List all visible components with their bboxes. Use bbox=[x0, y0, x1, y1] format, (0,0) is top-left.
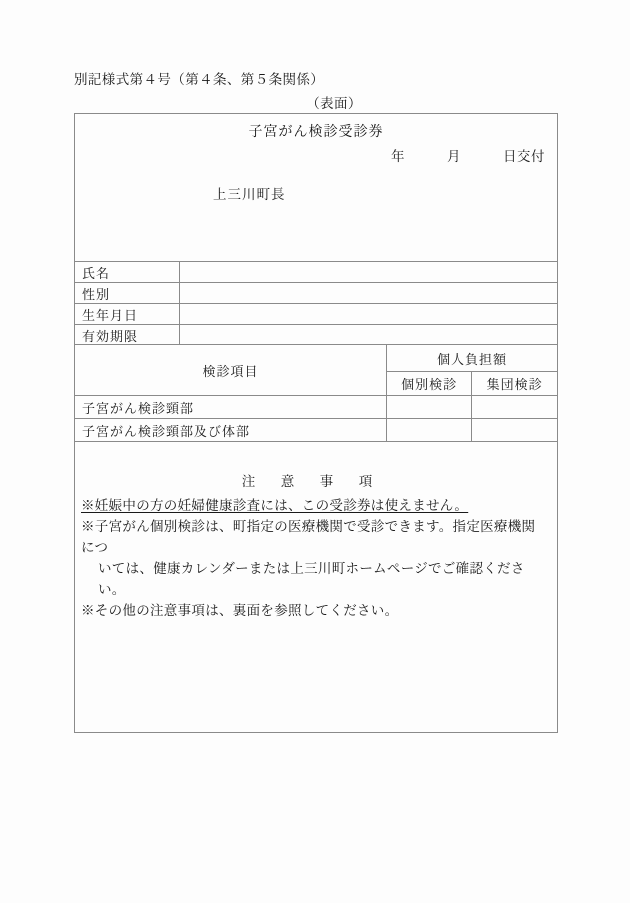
personal-fields-table bbox=[75, 261, 557, 345]
table-row bbox=[75, 304, 557, 325]
table-row bbox=[75, 396, 557, 419]
exam-subheader-group: 集団検診 bbox=[472, 372, 557, 396]
field-label-gender: 性別 bbox=[75, 283, 180, 304]
field-value-gender[interactable] bbox=[180, 283, 558, 304]
ticket-title: 子宮がん検診受診券 bbox=[248, 124, 384, 140]
form-number-label: 別記様式第４号（第４条、第５条関係） bbox=[74, 72, 325, 88]
note-text-2: ※子宮がん個別検診は、町指定の医療機関で受診できます。指定医療機関につ bbox=[81, 519, 536, 556]
fee-group-cervix[interactable] bbox=[472, 396, 557, 419]
field-value-birthdate[interactable] bbox=[180, 304, 558, 325]
exam-subheader-individual: 個別検診 bbox=[387, 372, 472, 396]
table-header-row bbox=[75, 345, 557, 372]
note-text-2-continuation: いては、健康カレンダーまたは上三川町ホームページでご確認ください。 bbox=[98, 561, 525, 598]
issuer-label: 上三川町長 bbox=[213, 187, 286, 203]
note-item-2 bbox=[79, 517, 547, 601]
exam-item-cervix: 子宮がん検診頸部 bbox=[75, 396, 387, 419]
note-text-3: ※その他の注意事項は、裏面を参照してください。 bbox=[81, 603, 399, 619]
field-label-name: 氏名 bbox=[75, 262, 180, 283]
table-row bbox=[75, 325, 557, 346]
note-item-3 bbox=[79, 601, 547, 622]
note-item-1 bbox=[79, 496, 547, 517]
fee-individual-cervix-corpus[interactable] bbox=[387, 419, 472, 442]
exam-item-header: 検診項目 bbox=[75, 345, 387, 396]
notes-title: 注 意 事 項 bbox=[241, 474, 379, 490]
fee-group-cervix-corpus[interactable] bbox=[472, 419, 557, 442]
ticket-header-block bbox=[75, 114, 557, 261]
face-side-label: （表面） bbox=[306, 96, 362, 112]
table-row bbox=[75, 262, 557, 283]
field-value-expiry[interactable] bbox=[180, 325, 558, 346]
exam-fee-table bbox=[75, 344, 557, 442]
table-row bbox=[75, 419, 557, 442]
issue-date-line: 年 月 日交付 bbox=[391, 149, 545, 165]
note-text-1: ※妊娠中の方の妊婦健康診査には、この受診券は使えません。 bbox=[81, 498, 469, 514]
field-value-name[interactable] bbox=[180, 262, 558, 283]
field-label-birthdate: 生年月日 bbox=[75, 304, 180, 325]
table-row bbox=[75, 283, 557, 304]
exam-item-cervix-corpus: 子宮がん検診頸部及び体部 bbox=[75, 419, 387, 442]
notes-section bbox=[75, 442, 557, 622]
voucher-frame bbox=[74, 113, 558, 733]
fee-individual-cervix[interactable] bbox=[387, 396, 472, 419]
exam-fee-header: 個人負担額 bbox=[387, 345, 558, 372]
field-label-expiry: 有効期限 bbox=[75, 325, 180, 346]
